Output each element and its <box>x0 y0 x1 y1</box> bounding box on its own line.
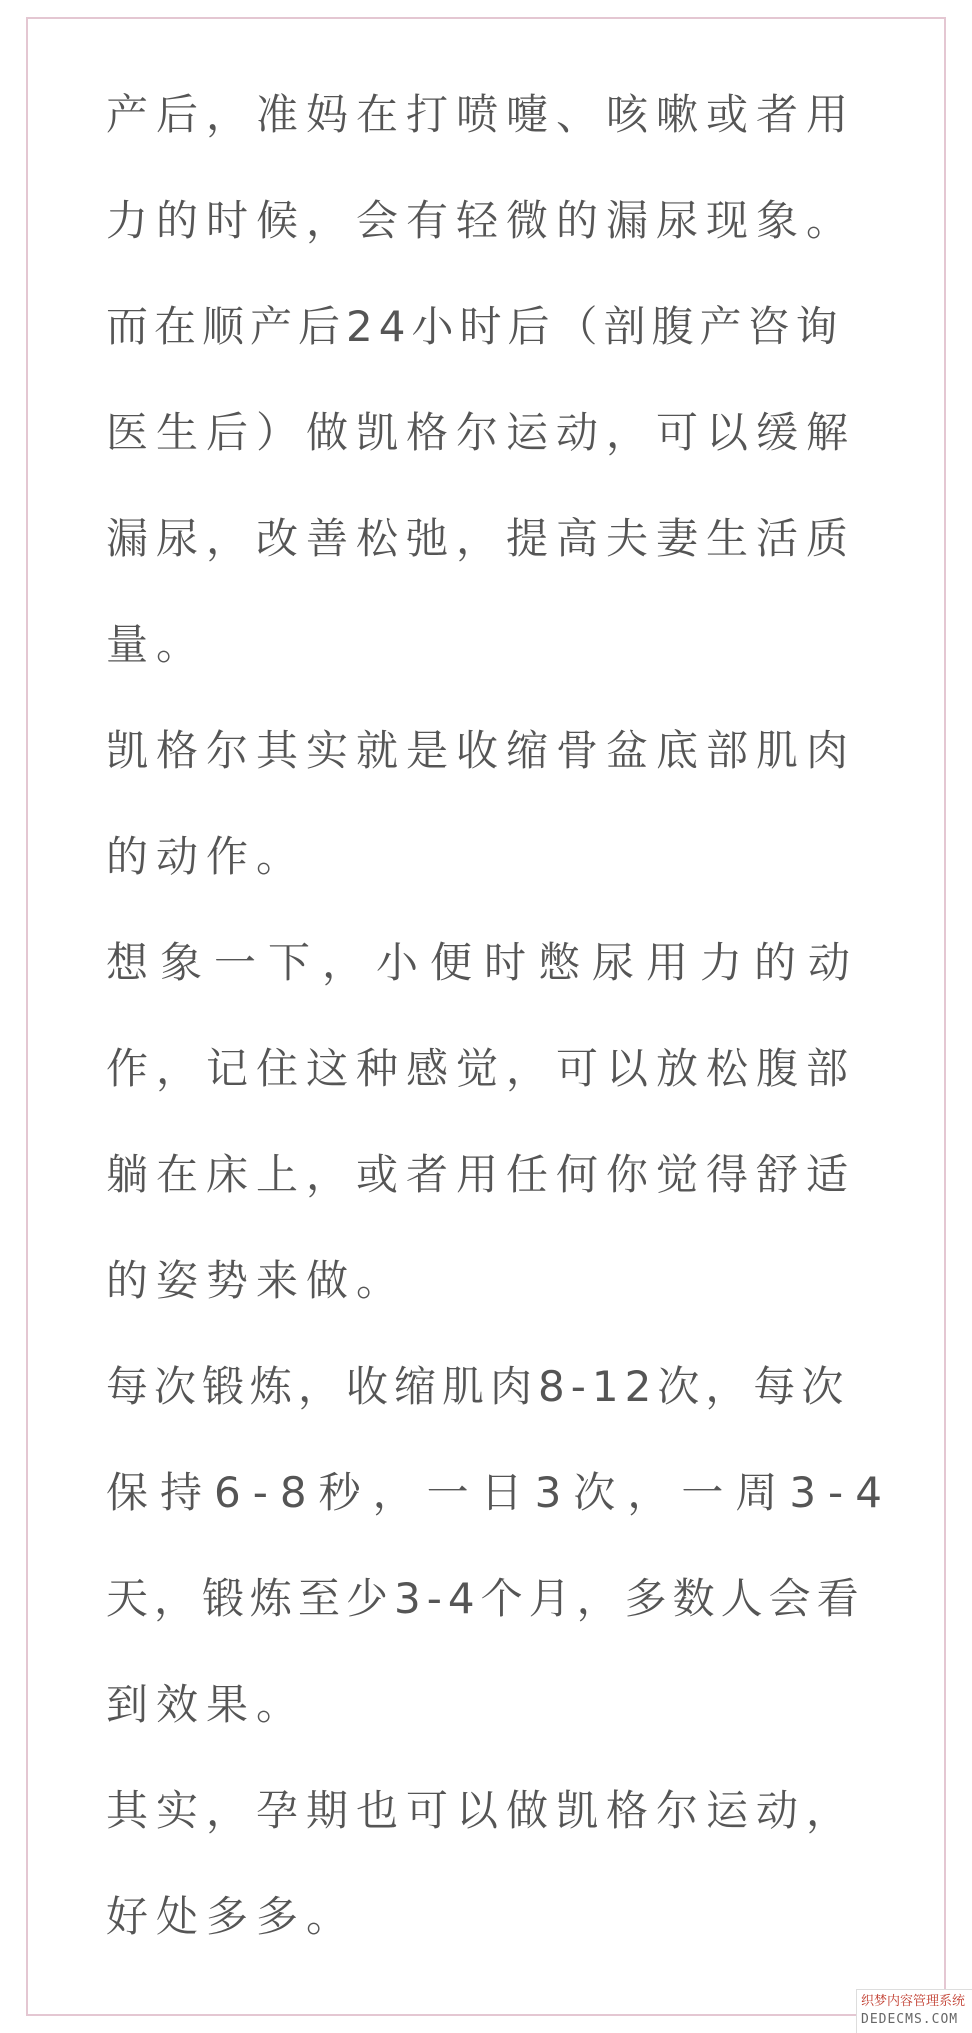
article-line-8: 的动作。 <box>106 832 307 881</box>
article-line-6: 量。 <box>106 620 207 669</box>
article-line-11: 躺在床上，或者用任何你觉得舒适 <box>106 1150 857 1199</box>
article-line-12: 的姿势来做。 <box>106 1256 407 1305</box>
article-line-1: 产后，准妈在打喷嚏、咳嗽或者用 <box>106 90 857 139</box>
article-line-17: 其实，孕期也可以做凯格尔运动， <box>106 1786 857 1835</box>
article-line-2: 力的时候，会有轻微的漏尿现象。 <box>106 196 857 245</box>
article-line-4: 医生后）做凯格尔运动，可以缓解 <box>106 408 857 457</box>
article-line-13: 每次锻炼，收缩肌肉8-12次，每次 <box>106 1362 850 1411</box>
watermark <box>856 1989 972 2033</box>
article-line-18: 好处多多。 <box>106 1892 357 1941</box>
article-line-9: 想象一下，小便时憋尿用力的动 <box>106 938 863 987</box>
article-line-16: 到效果。 <box>106 1680 307 1729</box>
article-line-14: 保持6-8秒，一日3次，一周3-4 <box>106 1468 894 1517</box>
article-line-7: 凯格尔其实就是收缩骨盆底部肌肉 <box>106 726 857 775</box>
watermark-cn-text: 织梦内容管理系统 <box>861 1994 966 2009</box>
article-line-10: 作，记住这种感觉，可以放松腹部 <box>106 1044 857 1093</box>
article-line-15: 天，锻炼至少3-4个月，多数人会看 <box>106 1574 865 1623</box>
article-line-3: 而在顺产后24小时后（剖腹产咨询 <box>106 302 844 351</box>
article-body <box>106 62 894 1970</box>
article-line-5: 漏尿，改善松弛，提高夫妻生活质 <box>106 514 857 563</box>
watermark-en-text: DEDECMS.COM <box>861 2012 959 2027</box>
